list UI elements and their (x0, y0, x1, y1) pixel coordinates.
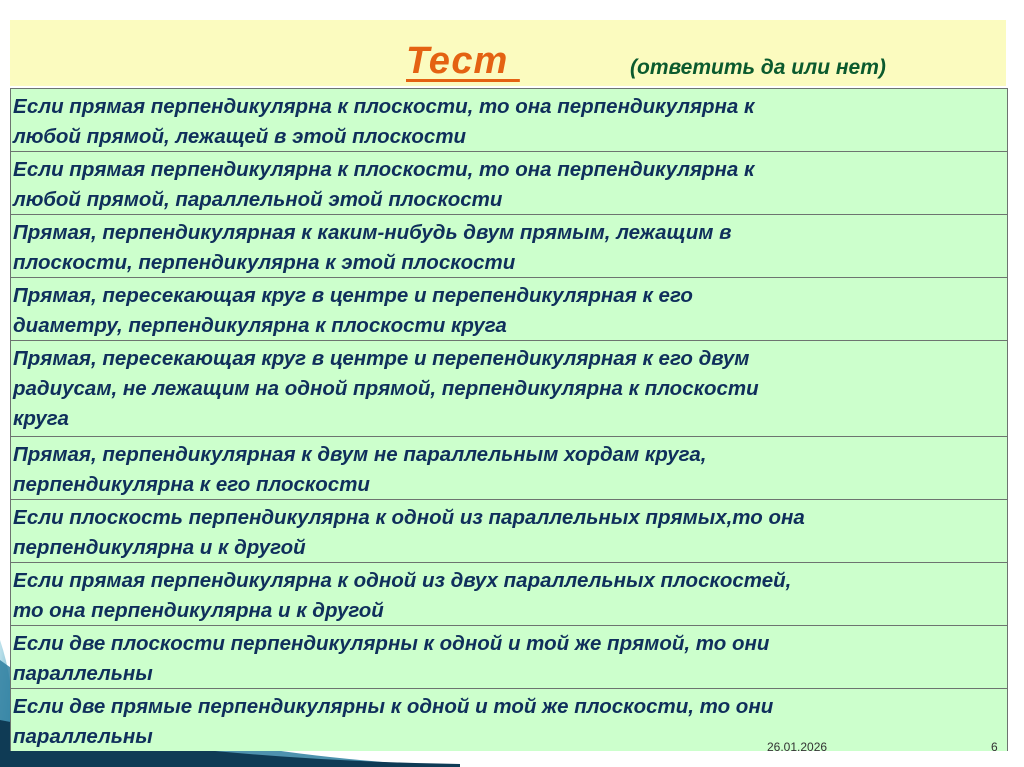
statement-row-8: Если прямая перпендикулярна к одной из двух параллельных плоскостей, то она перпендикулярна и к другой (11, 562, 1007, 625)
page-number: 6 (991, 740, 998, 754)
slide-subtitle: (ответить да или нет) (630, 56, 886, 79)
statement-row-10: Если две прямые перпендикулярны к одной и той же плоскости, то они параллельны (11, 688, 1007, 751)
statements-table (10, 88, 1008, 751)
statement-row-6: Прямая, перпендикулярная к двум не параллельным хордам круга, перпендикулярна к его плоскости (11, 436, 1007, 499)
statement-row-7: Если плоскость перпендикулярна к одной из параллельных прямых,то она перпендикулярна и к другой (11, 499, 1007, 562)
statement-row-4: Прямая, пересекающая круг в центре и перепендикулярная к его диаметру, перпендикулярна к плоскости круга (11, 277, 1007, 340)
statement-row-3: Прямая, перпендикулярная к каким-нибудь двум прямым, лежащим в плоскости, перпендикулярна к этой плоскости (11, 214, 1007, 277)
statement-row-9: Если две плоскости перпендикулярны к одной и той же прямой, то они параллельны (11, 625, 1007, 688)
statement-row-5: Прямая, пересекающая круг в центре и перепендикулярная к его двум радиусам, не лежащим на одной прямой, перпендикулярна к плоскости круга (11, 340, 1007, 436)
statement-row-2: Если прямая перпендикулярна к плоскости, то она перпендикулярна к любой прямой, параллельной этой плоскости (11, 151, 1007, 214)
statement-row-1: Если прямая перпендикулярна к плоскости, то она перпендикулярна к любой прямой, лежащей в этой плоскости (11, 88, 1007, 151)
footer-date: 26.01.2026 (767, 740, 828, 754)
slide-title: Тест (406, 40, 520, 82)
